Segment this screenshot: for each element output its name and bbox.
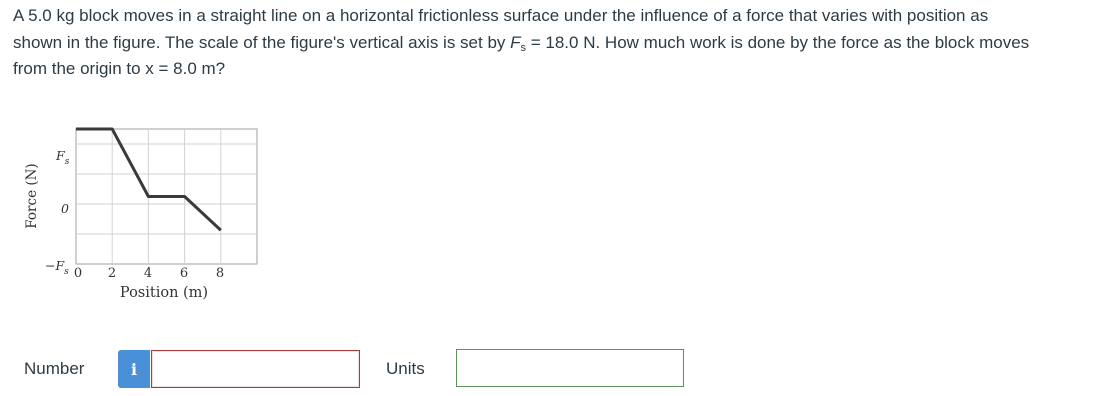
x-tick-label: 2 <box>107 266 117 281</box>
units-label: Units <box>386 359 425 378</box>
fs-subscript: s <box>520 41 527 54</box>
info-icon[interactable]: i <box>118 350 150 388</box>
series-layer <box>76 129 221 230</box>
question-line-2: shown in the figure. The scale of the figure's vertical axis is set by $F_s = 18.0$ N. How much work is done by the force as the block moves <box>13 32 1030 54</box>
number-label: Number <box>24 359 85 378</box>
grid-lines <box>76 129 257 264</box>
x-tick-label: 4 <box>143 266 153 281</box>
y-axis-label: Force (N) <box>24 163 40 229</box>
question-line-3: from the origin to x = 8.0 m? <box>13 59 226 78</box>
question-text <box>13 3 1113 83</box>
x-axis-label: Position (m) <box>119 285 209 301</box>
y-tick-label-top: $F_s$ <box>56 148 70 167</box>
x-tick-label: 0 <box>73 266 83 281</box>
fs-symbol: F <box>510 32 521 52</box>
force-curve <box>76 129 221 230</box>
x-tick-label: 6 <box>179 266 189 281</box>
y-tick-label-bottom: $-F_s$ <box>45 258 69 277</box>
x-tick-label: 8 <box>215 266 225 281</box>
question-line-1: A 5.0 kg block moves in a straight line on a horizontal frictionless surface under the influence of a force that varies with position as <box>13 6 989 25</box>
plot-frame <box>76 129 257 264</box>
number-input[interactable] <box>151 350 360 388</box>
answer-row <box>0 348 1117 390</box>
units-select[interactable] <box>456 349 684 387</box>
y-tick-label-zero: 0 <box>61 201 69 216</box>
